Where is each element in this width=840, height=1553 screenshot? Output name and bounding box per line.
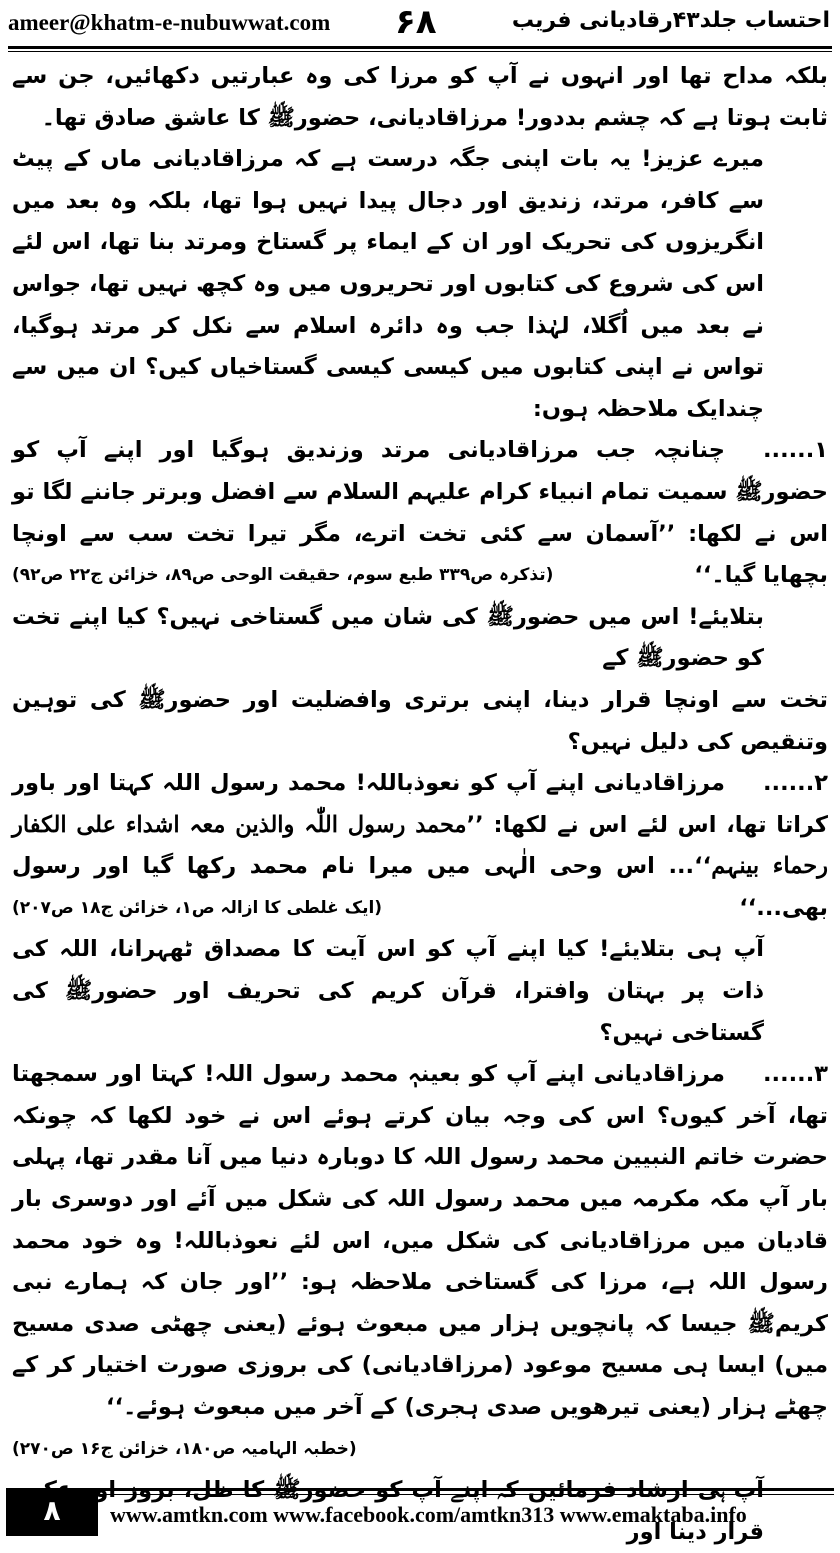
item-2-arabic-verse: محمد رسول اللّٰہ والذین معہ اشداء علی الکفار رحماء بینہم [12, 811, 828, 880]
item-2-text-a: مرزاقادیانی اپنے آپ کو نعوذباللہ! محمد رسول اللہ کہتا اور باور کراتا تھا، اس لئے اس نے لکھا: ’’ [12, 770, 828, 838]
item-1-reference: (تذکرہ ص۳۳۹ طبع سوم، حقیقت الوحی ص۸۹، خزائن ج۲۲ ص۹۲) [12, 565, 554, 586]
item-1-number: ۱...... [762, 437, 828, 464]
item-1-comment-a: بتلایئے! اس میں حضورﷺ کی شان میں گستاخی نہیں؟ کیا اپنے تخت کو حضورﷺ کے [12, 603, 764, 672]
item-2-reference: (ایک غلطی کا ازالہ ص۱، خزائن ج۱۸ ص۲۰۷) [12, 897, 383, 918]
item-3-text: مرزاقادیانی اپنے آپ کو بعینہٖ محمد رسول اللہ! کہتا اور سمجھتا تھا، آخر کیوں؟ اس کی وجہ بیان کرتے ہوئے اس نے خود لکھا کہ چونکہ حضرت خاتم النبیین محمد رسول اللہ کا دوبارہ دنیا میں آنا مقدر تھا، پہلی بار آپ مکہ مکرمہ میں محمد رسول اللہ کی شکل میں آئے اور دوسری بار قادیان میں مرزاقادیانی کی شکل میں، اس لئے نعوذباللہ! وہ خود محمد رسول اللہ ہے، مرزا کی گستاخی ملاحظہ ہو: ’’اور جان کہ ہمارے نبی کریمﷺ جیسا کہ پانچویں ہزار میں مبعوث ہوئے (یعنی چھٹی صدی مسیح میں) ایسا ہی مسیح موعود (مرزاقادیانی) کی بروزی صورت اختیار کر کے چھٹے ہزار (یعنی تیرھویں صدی ہجری) کے آخر میں مبعوث ہوئے۔‘‘ [12, 1061, 828, 1420]
item-1-comment-b: تخت سے اونچا قرار دینا، اپنی برتری وافضلیت اور حضورﷺ کی توہین وتنقیص کی دلیل نہیں؟ [12, 686, 828, 755]
item-3 [12, 1054, 828, 1459]
footer-links[interactable]: www.amtkn.com www.facebook.com/amtkn313 www.emaktaba.info [110, 1502, 747, 1527]
footer-rule-thin [98, 1494, 834, 1495]
footer-rule [98, 1488, 834, 1491]
item-2 [12, 763, 828, 929]
item-3-number: ۳...... [762, 1061, 828, 1088]
item-2-comment: آپ ہی بتلایئے! کیا اپنے آپ کو اس آیت کا مصداق ٹھہرانا، اللہ کی ذات پر بہتان وافترا، قرآن کریم کی تحریف اور حضورﷺ کی گستاخی نہیں؟ [12, 936, 764, 1046]
header-rule-thin [8, 51, 832, 52]
book-title: احتساب جلد۴۳رقادیانی فریب [511, 8, 830, 33]
page-header [0, 0, 840, 48]
item-2-text-b: ‘‘... اس وحی الٰہی میں میرا نام محمد رکھا گیا اور رسول بھی...‘‘ [12, 853, 828, 921]
header-rule [8, 46, 832, 49]
item-2-number: ۲...... [762, 770, 828, 797]
footer-page-number: ۸ [6, 1488, 98, 1536]
page-number: ۶۸ [395, 2, 437, 42]
paragraph-intro: بلکہ مداح تھا اور انہوں نے آپ کو مرزا کی وہ عبارتیں دکھائیں، جن سے ثابت ہوتا ہے کہ چشم بددور! مرزاقادیانی، حضورﷺ کا عاشق صادق تھا۔ [12, 63, 828, 131]
header-email: ameer@khatm-e-nubuwwat.com [8, 10, 331, 35]
paragraph-main: میرے عزیز! یہ بات اپنی جگہ درست ہے کہ مرزاقادیانی ماں کے پیٹ سے کافر، مرتد، زندیق اور دجال پیدا نہیں ہوا تھا، بلکہ وہ بعد میں انگریزوں کی تحریک اور ان کے ایماء پر گستاخ ومرتد بنا تھا، اس لئے اس کی شروع کی کتابوں اور تحریروں میں وہ کچھ نہیں تھا، جواس نے بعد میں اُگلا، لہٰذا جب وہ دائرہ اسلام سے نکل کر مرتد ہوگیا، تواس نے اپنی کتابوں میں کیسی کیسی گستاخیاں کیں؟ ان میں سے چندایک ملاحظہ ہوں: [12, 146, 764, 422]
item-1 [12, 430, 828, 596]
item-3-comment: قرار دینا اور [626, 1518, 764, 1545]
page-footer [0, 1488, 840, 1540]
item-3-reference: (خطبہ الہامیہ ص۱۸۰، خزائن ج۱۶ ص۲۷۰) [12, 1438, 357, 1459]
item-1-text: چنانچہ جب مرزاقادیانی مرتد وزندیق ہوگیا اور اپنے آپ کو حضورﷺ سمیت تمام انبیاء کرام علیہم السلام سے افضل وبرتر جاننے لگا تو اس نے لکھا: ’’آسمان سے کئی تخت اترے، مگر تیرا تخت سب سے اونچا بچھایا گیا۔‘‘ [12, 437, 828, 589]
